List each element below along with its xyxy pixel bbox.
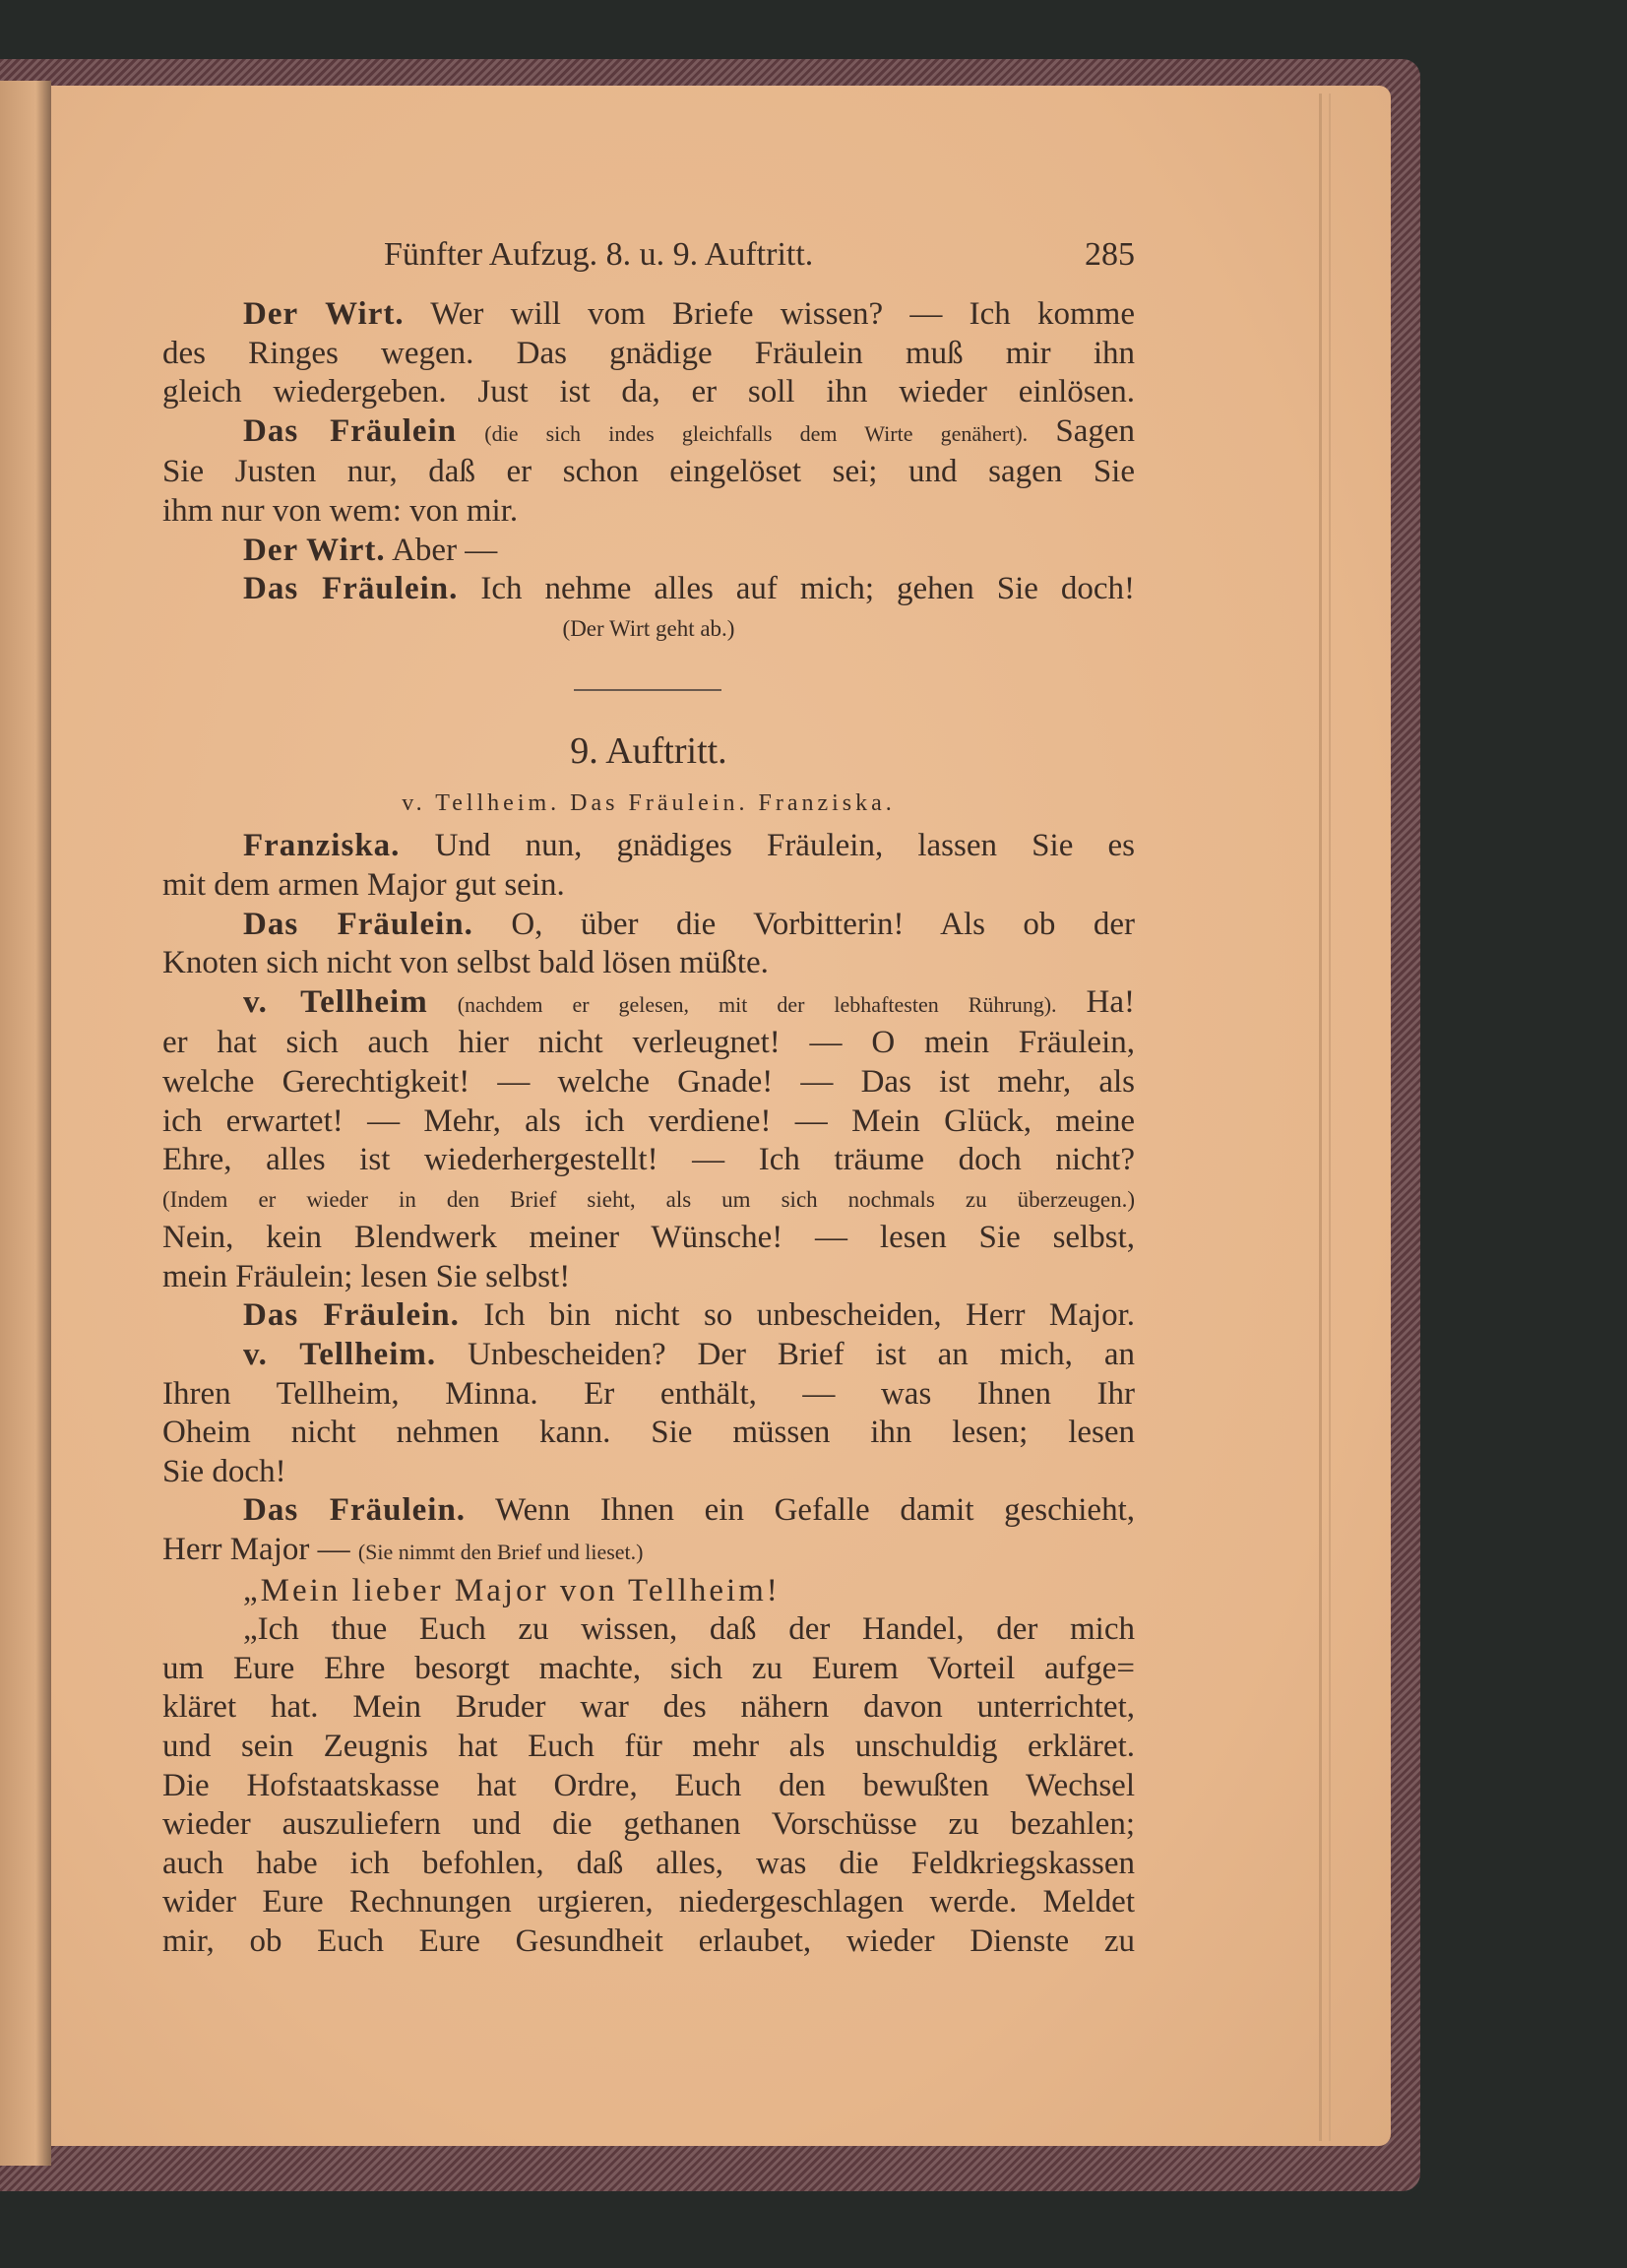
- page-fold: [1329, 94, 1331, 2141]
- dialogue-text: mir, ob Euch Eure Gesundheit erlaubet, wieder Dienste zu: [162, 1922, 1135, 1959]
- dialogue-text: „Mein lieber Major von Tellheim!: [243, 1572, 781, 1608]
- text-line: [162, 532, 1135, 571]
- dialogue-text: (Indem er wieder in den Brief sieht, als um sich nochmals zu überzeugen.): [162, 1186, 1135, 1212]
- scene-title: 9. Auftritt.: [570, 730, 727, 773]
- text-line: [162, 1845, 1135, 1884]
- dialogue-text: Herr Major —: [162, 1532, 358, 1568]
- stage-direction: (nachdem er gelesen, mit der lebhaftesten Rührung).: [427, 991, 1087, 1017]
- dialogue-text: Und nun, gnädiges Fräulein, lassen Sie es: [400, 828, 1135, 864]
- page-fold: [1319, 94, 1322, 2141]
- text-line: [162, 866, 1135, 906]
- dialogue-text: Nein, kein Blendwerk meiner Wünsche! — lesen Sie selbst,: [162, 1220, 1135, 1256]
- dialogue-text: ich erwartet! — Mehr, als ich verdiene! — Mein Glück, meine: [162, 1102, 1135, 1139]
- text-line: [162, 906, 1135, 945]
- speaker-name: Franziska.: [243, 828, 401, 864]
- text-line: [162, 1767, 1135, 1806]
- dialogue-text: Sie Justen nur, daß er schon eingelöset sei; und sagen Sie: [162, 454, 1135, 490]
- speaker-name: v. Tellheim: [243, 983, 428, 1020]
- text-line: [162, 1375, 1135, 1415]
- text-line: [162, 295, 1135, 335]
- scene-characters: v. Tellheim. Das Fräulein. Franziska.: [402, 790, 896, 817]
- text-line: [162, 453, 1135, 492]
- dialogue-text: welche Gerechtigkeit! — welche Gnade! — Das ist mehr, als: [162, 1063, 1135, 1100]
- dialogue-text: Wenn Ihnen ein Gefalle damit geschieht,: [466, 1492, 1135, 1529]
- text-line: [162, 983, 1135, 1025]
- dialogue-text: er hat sich auch hier nicht verleugnet! — O mein Fräulein,: [162, 1025, 1135, 1061]
- text-line: [162, 1414, 1135, 1453]
- section-divider: [574, 689, 721, 691]
- dialogue-text: Ihren Tellheim, Minna. Er enthält, — was Ihnen Ihr: [162, 1375, 1135, 1412]
- dialogue-text: O, über die Vorbitterin! Als ob der: [472, 906, 1135, 942]
- dialogue-text: Ich bin nicht so unbescheiden, Herr Major.: [459, 1297, 1136, 1334]
- dialogue-text: Oheim nicht nehmen kann. Sie müssen ihn lesen; lesen: [162, 1415, 1135, 1451]
- dialogue-text: (Der Wirt geht ab.): [562, 615, 735, 641]
- speaker-name: Der Wirt.: [243, 296, 405, 332]
- dialogue-text: Ha!: [1086, 983, 1136, 1020]
- speaker-name: Das Fräulein: [243, 412, 458, 449]
- text-line: [162, 1336, 1135, 1375]
- speaker-name: v. Tellheim.: [243, 1337, 437, 1373]
- dialogue-text: Aber —: [385, 532, 498, 568]
- text-line: [162, 1180, 1135, 1220]
- stage-direction: (die sich indes gleichfalls dem Wirte genähert).: [457, 420, 1056, 446]
- running-header: [162, 236, 1135, 280]
- dialogue-text: „Ich thue Euch zu wissen, daß der Handel, der mich: [243, 1611, 1135, 1648]
- page-number: 285: [1085, 236, 1135, 273]
- text-line: [162, 1805, 1135, 1845]
- speaker-name: Das Fräulein.: [243, 571, 459, 607]
- dialogue-text: Die Hofstaatskasse hat Ordre, Euch den bewußten Wechsel: [162, 1767, 1135, 1803]
- left-page-edge: [0, 81, 51, 2166]
- text-line: [162, 1141, 1135, 1180]
- text-line: [162, 1883, 1135, 1922]
- text-line: [162, 1258, 1135, 1297]
- text-line: [162, 1572, 1135, 1611]
- scene-8-end: [162, 295, 1135, 648]
- text-line: [162, 1610, 1135, 1650]
- scene-9-text: [162, 827, 1135, 1961]
- text-line: [162, 609, 1135, 649]
- text-line: [162, 412, 1135, 454]
- dialogue-text: wider Eure Rechnungen urgieren, niedergeschlagen werde. Meldet: [162, 1884, 1135, 1921]
- dialogue-text: Unbescheiden? Der Brief ist an mich, an: [436, 1337, 1135, 1373]
- text-line: [162, 1063, 1135, 1102]
- text-line: [162, 1024, 1135, 1063]
- speaker-name: Das Fräulein.: [243, 1492, 467, 1529]
- running-title: Fünfter Aufzug. 8. u. 9. Auftritt.: [384, 236, 814, 273]
- dialogue-text: mit dem armen Major gut sein.: [162, 866, 565, 903]
- dialogue-text: Sagen: [1055, 412, 1136, 449]
- text-line: [162, 1453, 1135, 1492]
- text-line: [162, 373, 1135, 412]
- dialogue-text: Ich nehme alles auf mich; gehen Sie doch!: [458, 571, 1136, 607]
- text-line: [162, 1491, 1135, 1531]
- dialogue-text: Ehre, alles ist wiederhergestellt! — Ich träume doch nicht?: [162, 1142, 1135, 1178]
- dialogue-text: Knoten sich nicht von selbst bald lösen müßte.: [162, 945, 769, 981]
- speaker-name: Das Fräulein.: [243, 1297, 460, 1334]
- dialogue-text: auch habe ich befohlen, daß alles, was die Feldkriegskassen: [162, 1845, 1135, 1881]
- text-line: [162, 492, 1135, 532]
- text-line: [162, 1922, 1135, 1962]
- text-line: [162, 1531, 1135, 1572]
- text-line: [162, 570, 1135, 609]
- speaker-name: Das Fräulein.: [243, 906, 473, 942]
- text-line: [162, 1650, 1135, 1689]
- text-line: [162, 1688, 1135, 1728]
- page-text: [162, 236, 1135, 1962]
- text-line: [162, 335, 1135, 374]
- dialogue-text: ihm nur von wem: von mir.: [162, 492, 519, 529]
- speaker-name: Der Wirt.: [243, 532, 386, 568]
- dialogue-text: und sein Zeugnis hat Euch für mehr als unschuldig erkläret.: [162, 1729, 1135, 1764]
- text-line: [162, 1219, 1135, 1258]
- text-line: [162, 1296, 1135, 1336]
- dialogue-text: wieder auszuliefern und die gethanen Vorschüsse zu bezahlen;: [162, 1806, 1135, 1843]
- dialogue-text: des Ringes wegen. Das gnädige Fräulein muß mir ihn: [162, 335, 1135, 371]
- text-line: [162, 1728, 1135, 1767]
- dialogue-text: gleich wiedergeben. Just ist da, er soll ihn wieder einlösen.: [162, 374, 1135, 410]
- text-line: [162, 944, 1135, 983]
- stage-direction: (Sie nimmt den Brief und lieset.): [357, 1540, 644, 1565]
- dialogue-text: mein Fräulein; lesen Sie selbst!: [162, 1258, 571, 1294]
- dialogue-text: kläret hat. Mein Bruder war des nähern davon unterrichtet,: [162, 1689, 1135, 1726]
- text-line: [162, 1102, 1135, 1142]
- text-line: [162, 827, 1135, 866]
- dialogue-text: um Eure Ehre besorgt machte, sich zu Eurem Vorteil aufge=: [162, 1650, 1135, 1686]
- dialogue-text: Sie doch!: [162, 1453, 286, 1489]
- dialogue-text: Wer will vom Briefe wissen? — Ich komme: [404, 296, 1135, 332]
